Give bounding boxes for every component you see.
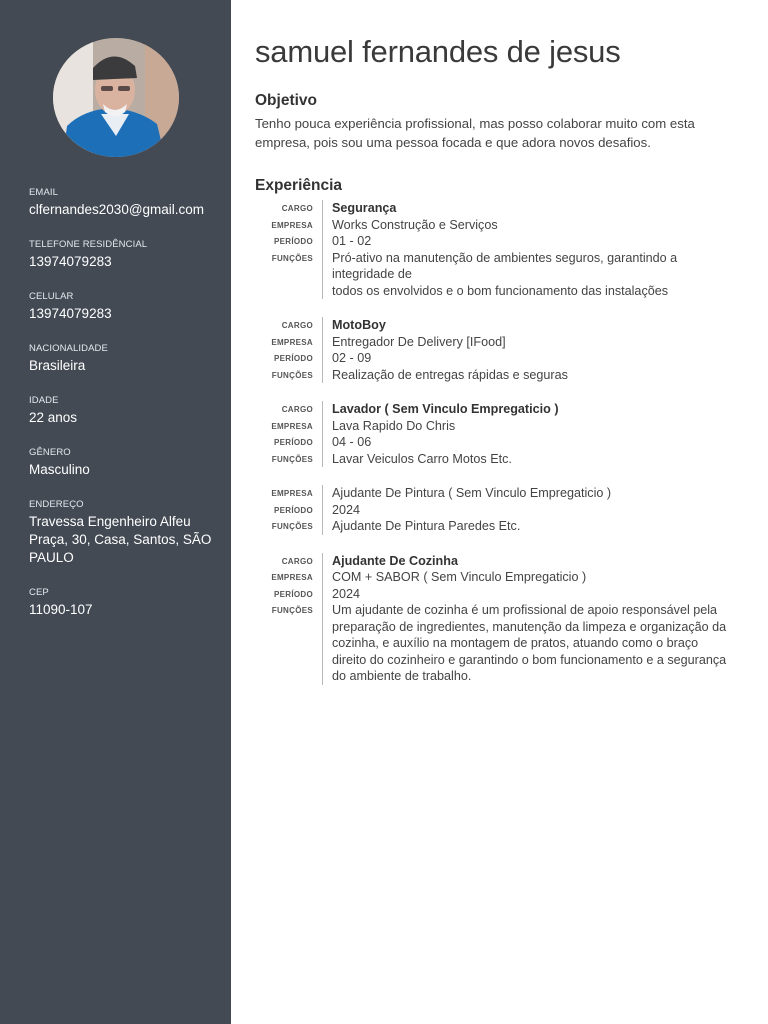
profile-photo xyxy=(53,38,179,157)
job-cargo: Ajudante De Cozinha xyxy=(332,553,458,568)
contact-info xyxy=(29,187,219,639)
objective-title: Objetivo xyxy=(255,92,318,109)
cargo-label: CARGO xyxy=(281,405,313,414)
address-value: Travessa Engenheiro Alfeu Praça, 30, Casa, Santos, SÃO PAULO xyxy=(29,514,212,565)
job-values xyxy=(322,401,732,467)
job-funcoes-line: todos os envolvidos e o bom funcionamento das instalações xyxy=(332,283,669,298)
funcoes-label: FUNÇÕES xyxy=(271,370,313,380)
periodo-label: PERÍODO xyxy=(274,505,313,515)
nationality-block xyxy=(29,343,219,375)
gender-value: Masculino xyxy=(29,462,90,477)
job-funcoes-line: Um ajudante de cozinha é um profissional de apoio responsável pela preparação de ingredientes, manutenção da limpeza e organização da cozinha, e auxílio na montagem de pratos, atuando como o braço direito do cozinheiro e garantindo o bom funcionamento e a segurança do ambiente de trabalho. xyxy=(332,603,727,683)
nationality-label: NACIONALIDADE xyxy=(29,343,108,354)
home-phone-block xyxy=(29,239,219,271)
job-periodo: 2024 xyxy=(332,586,361,601)
age-block xyxy=(29,395,219,427)
job-empresa: Works Construção e Serviços xyxy=(332,217,498,232)
job-labels xyxy=(255,317,322,383)
objective-text: Tenho pouca experiência profissional, mas posso colaborar muito com esta empresa, pois sou uma pessoa focada e que adora novos desafios. xyxy=(255,116,695,150)
email-block xyxy=(29,187,219,219)
job-periodo: 01 - 02 xyxy=(332,234,372,248)
periodo-label: PERÍODO xyxy=(274,438,313,447)
sidebar xyxy=(0,0,231,1024)
job-values xyxy=(322,485,732,535)
age-label: IDADE xyxy=(29,395,59,406)
job-periodo: 2024 xyxy=(332,502,361,517)
funcoes-label: FUNÇÕES xyxy=(271,454,313,464)
job-entry xyxy=(255,401,745,467)
job-empresa: COM + SABOR ( Sem Vinculo Empregaticio ) xyxy=(332,570,587,584)
periodo-label: PERÍODO xyxy=(274,237,313,246)
job-labels xyxy=(255,553,322,685)
job-empresa: Entregador De Delivery [IFood] xyxy=(332,334,506,349)
postal-code-block xyxy=(29,587,219,619)
cargo-label: CARGO xyxy=(281,556,313,566)
postal-code-value: 11090-107 xyxy=(29,602,93,617)
empresa-label: EMPRESA xyxy=(271,337,313,347)
job-values xyxy=(322,553,732,685)
job-values xyxy=(322,200,732,299)
mobile-phone-value: 13974079283 xyxy=(29,306,112,321)
funcoes-label: FUNÇÕES xyxy=(271,522,313,531)
job-periodo: 02 - 09 xyxy=(332,351,372,365)
job-cargo: MotoBoy xyxy=(332,318,386,332)
empresa-label: EMPRESA xyxy=(271,573,313,582)
job-labels xyxy=(255,485,322,535)
mobile-phone-label: CELULAR xyxy=(29,291,74,302)
cargo-label: CARGO xyxy=(281,204,313,213)
job-funcoes-line: Ajudante De Pintura Paredes Etc. xyxy=(332,519,521,533)
address-label: ENDEREÇO xyxy=(29,499,84,510)
job-labels xyxy=(255,200,322,299)
job-funcoes-line: Realização de entregas rápidas e seguras xyxy=(332,367,568,382)
avatar xyxy=(53,38,179,157)
job-cargo: Segurança xyxy=(332,201,397,215)
job-empresa: Lava Rapido Do Chris xyxy=(332,418,456,433)
gender-block xyxy=(29,447,219,479)
experience-title: Experiência xyxy=(255,177,343,194)
empresa-label: EMPRESA xyxy=(271,421,313,431)
cargo-label: CARGO xyxy=(281,321,313,330)
empresa-label: EMPRESA xyxy=(271,489,313,498)
job-entry xyxy=(255,485,745,535)
postal-code-label: CEP xyxy=(29,587,49,598)
email-label: EMAIL xyxy=(29,187,59,198)
funcoes-label: FUNÇÕES xyxy=(271,606,313,615)
job-funcoes-line: Lavar Veiculos Carro Motos Etc. xyxy=(332,451,512,466)
job-entry xyxy=(255,317,745,383)
job-cargo: Lavador ( Sem Vinculo Empregaticio ) xyxy=(332,402,559,416)
home-phone-label: TELEFONE RESIDÊNCIAL xyxy=(29,239,148,250)
job-empresa: Ajudante De Pintura ( Sem Vinculo Empregaticio ) xyxy=(332,486,612,500)
age-value: 22 anos xyxy=(29,410,78,425)
periodo-label: PERÍODO xyxy=(274,589,313,599)
mobile-phone-block xyxy=(29,291,219,323)
funcoes-label: FUNÇÕES xyxy=(271,253,313,263)
job-entry xyxy=(255,553,745,685)
nationality-value: Brasileira xyxy=(29,358,86,373)
job-periodo: 04 - 06 xyxy=(332,435,372,449)
candidate-name: samuel fernandes de jesus xyxy=(255,34,621,69)
job-funcoes-line: Pró-ativo na manutenção de ambientes seguros, garantindo a integridade de xyxy=(332,250,678,281)
home-phone-value: 13974079283 xyxy=(29,254,112,269)
gender-label: GÊNERO xyxy=(29,447,71,458)
address-block xyxy=(29,499,219,567)
job-labels xyxy=(255,401,322,467)
empresa-label: EMPRESA xyxy=(271,220,313,230)
experience-list xyxy=(255,200,745,703)
periodo-label: PERÍODO xyxy=(274,354,313,363)
email-value: clfernandes2030@gmail.com xyxy=(29,202,205,217)
job-values xyxy=(322,317,732,383)
job-entry xyxy=(255,200,745,299)
